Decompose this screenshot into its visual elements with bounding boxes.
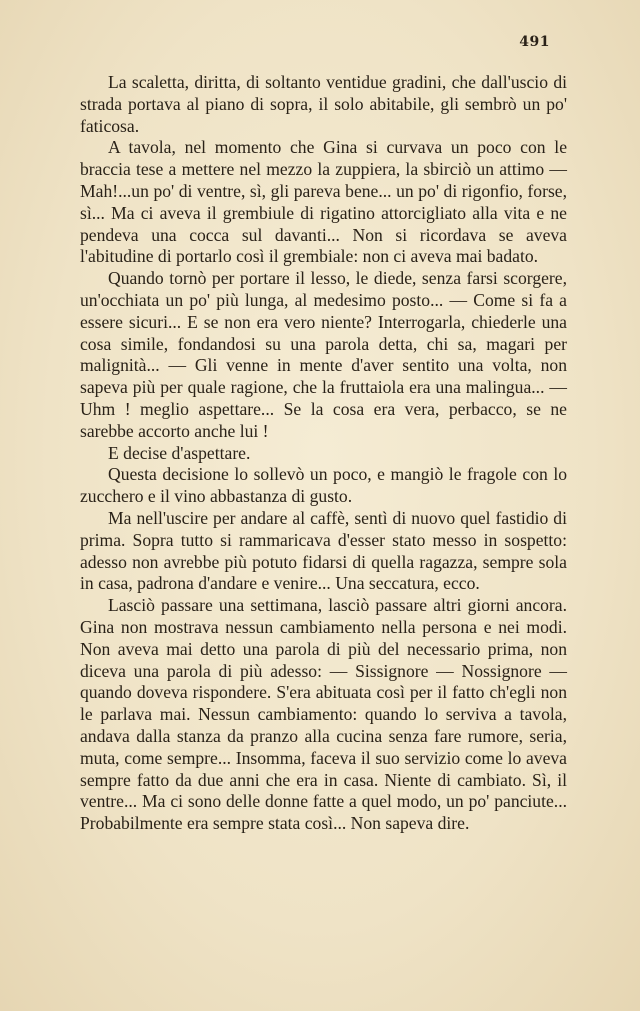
paragraph: E decise d'aspettare. (108, 442, 251, 463)
paragraph: Questa decisione lo sollevò un poco, e mangiò le fragole con lo zucchero e il vino abbastanza di gusto. (80, 464, 567, 507)
paragraph: Quando tornò per portare il lesso, le diede, senza farsi scorgere, un'occhiata un po' più lunga, al medesimo posto... — Come si fa a essere sicuri... E se non era vero niente? Interrogarla, chiederle una cosa simile, fondandosi su una parola detta, chi sa, magari per malignità... — Gli venne in mente d'aver sentito una volta, non sapeva più per quale ragione, che la fruttaiola era una malingua... — Uhm ! meglio aspettare... Se la cosa era vera, perbacco, se ne sarebbe accorto anche lui ! (80, 268, 567, 441)
paragraph: A tavola, nel momento che Gina si curvava un poco con le braccia tese a mettere nel mezzo la zuppiera, la sbirciò un attimo — Mah!...un po' di ventre, sì, gli pareva bene... un po' di rigonfio, forse, sì... Ma ci aveva il grembiule di rigatino attorcigliato alla vita e ne pendeva una cocca sul davanti... Non si ricordava se aveva l'abitudine di portarlo così il grembiale: non ci aveva mai badato. (80, 137, 567, 267)
page-body (80, 72, 567, 835)
paragraph: Lasciò passare una settimana, lasciò passare altri giorni ancora. Gina non mostrava nessun cambiamento nella persona e nei modi. Non aveva mai detto una parola di più del necessario prima, non diceva una parola di più adesso: — Sissignore — Nossignore — quando doveva rispondere. S'era abituata così per il fatto ch'egli non le parlava mai. Nessun cambiamento: quando lo serviva a tavola, andava dalla stanza da pranzo alla cucina senza fare rumore, seria, muta, come sempre... Insomma, faceva il suo servizio come lo aveva sempre fatto da due anni che era in casa. Niente di cambiato. Sì, il ventre... Ma ci sono delle donne fatte a quel modo, un po' panciute... Probabilmente era sempre stata così... Non sapeva dire. (80, 595, 567, 834)
page-number: 491 (519, 34, 550, 50)
paragraph: La scaletta, diritta, di soltanto ventidue gradini, che dall'uscio di strada portava al piano di sopra, il solo abitabile, gli sembrò un po' faticosa. (80, 72, 567, 136)
paragraph: Ma nell'uscire per andare al caffè, sentì di nuovo quel fastidio di prima. Sopra tutto si rammaricava d'esser stato messo in sospetto: adesso non avrebbe più potuto fidarsi di quella ragazza, sempre sola in casa, padrona d'andare e venire... Una seccatura, ecco. (80, 507, 567, 594)
